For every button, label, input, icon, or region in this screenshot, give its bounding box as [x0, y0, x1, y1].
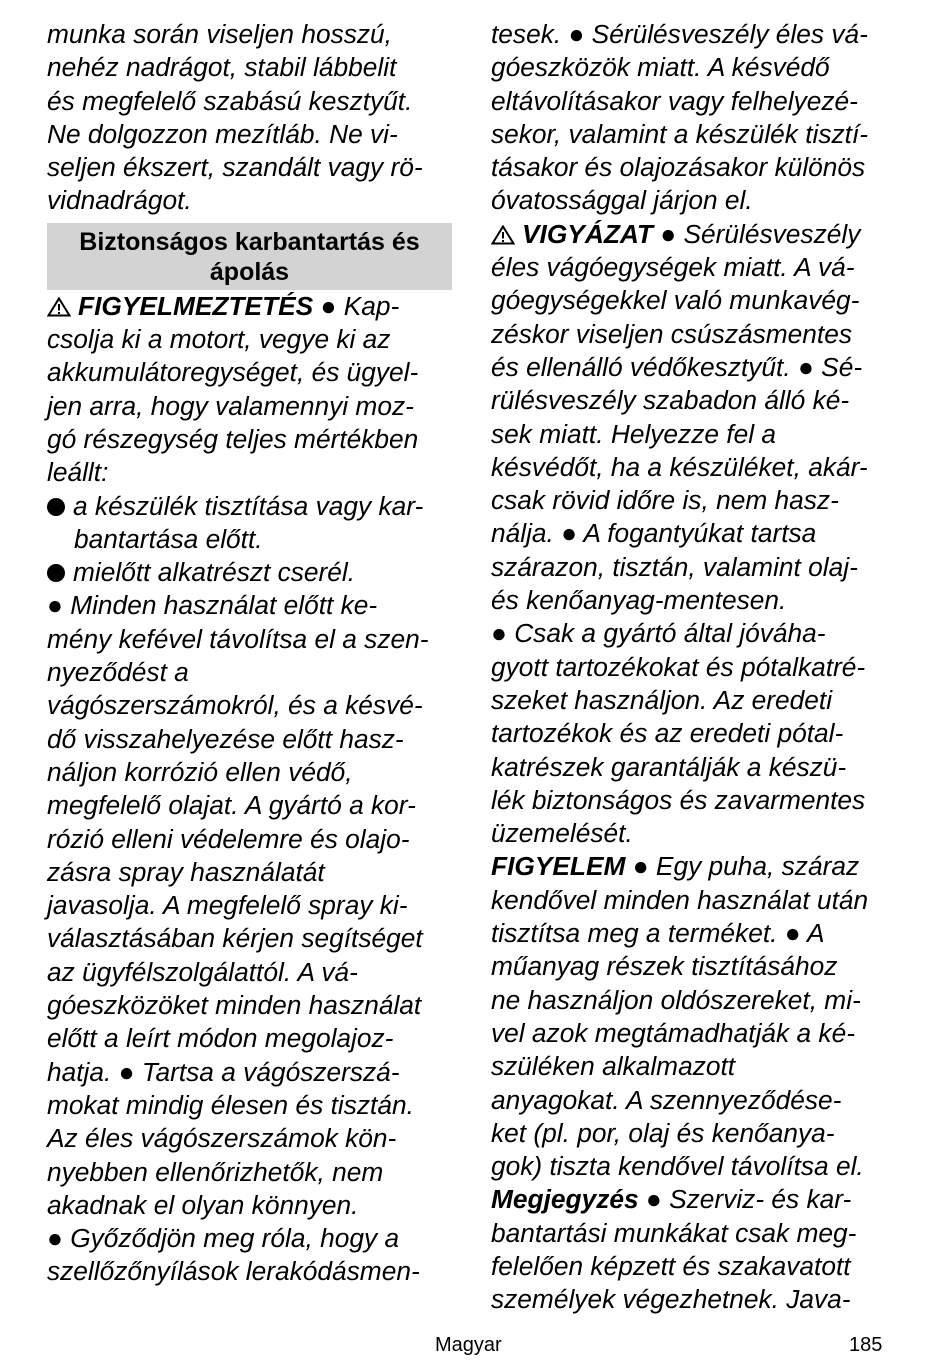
- text-line-content: leállt:: [47, 457, 109, 488]
- text-line-content: ● Minden használat előtt ke-: [47, 590, 378, 621]
- text-line: [491, 817, 903, 850]
- text-line-content: ● Győződjön meg róla, hogy a: [47, 1223, 400, 1254]
- text-line-content: tásakor és olajozásakor különös: [491, 152, 866, 183]
- text-line: [47, 390, 452, 423]
- bullet-dot-icon: [47, 498, 65, 516]
- text-line-content: sek miatt. Helyezze fel a: [491, 418, 776, 449]
- attention-text-first: ● Egy puha, száraz: [625, 851, 860, 882]
- caution-paragraph: [491, 251, 903, 850]
- text-line: [491, 917, 903, 950]
- text-line: [491, 617, 903, 650]
- text-line: [491, 284, 903, 317]
- text-line-content: nálja. ● A fogantyúkat tartsa: [491, 518, 817, 549]
- text-line: [47, 323, 452, 356]
- note-text-first: ● Szerviz- és kar-: [638, 1184, 852, 1215]
- text-line-content: náljon korrózió ellen védő,: [47, 756, 353, 787]
- text-line-content: akadnak el olyan könnyen.: [47, 1189, 359, 1220]
- text-line-content: gyott tartozékokat és pótalkatré-: [491, 651, 866, 682]
- text-line: [491, 1283, 903, 1316]
- warning-paragraph: [47, 323, 452, 489]
- text-line-content: góeszközöket minden használat: [47, 990, 422, 1021]
- text-line-content: nehéz nadrágot, stabil lábbelit: [47, 52, 397, 83]
- text-line: [491, 484, 903, 517]
- text-line: [47, 1255, 452, 1288]
- text-line: [491, 1084, 903, 1117]
- text-line-content: vidnadrágot.: [47, 185, 192, 216]
- injury-risk-paragraph: [491, 18, 903, 218]
- text-line: [47, 85, 452, 118]
- text-line-content: szeket használjon. Az eredeti: [491, 684, 833, 715]
- text-line: [491, 1017, 903, 1050]
- text-line-content: szellőzőnyílások lerakódásmen-: [47, 1256, 420, 1287]
- text-line: [491, 1050, 903, 1083]
- text-line: [47, 356, 452, 389]
- text-line: [491, 151, 903, 184]
- text-line-content: javasolja. A megfelelő spray ki-: [47, 890, 408, 921]
- text-line: [47, 1189, 452, 1222]
- page-number: 185: [849, 1334, 883, 1356]
- text-line: [491, 717, 903, 750]
- text-line: [47, 18, 452, 51]
- bullet-dot-icon: [47, 564, 65, 582]
- section-heading: [47, 223, 452, 290]
- bullet-item-cleaning: [47, 490, 452, 557]
- text-line: [491, 584, 903, 617]
- text-line: [47, 889, 452, 922]
- text-line-content: ne használjon oldószereket, mi-: [491, 984, 861, 1015]
- text-line-content: seljen ékszert, szandált vagy rö-: [47, 152, 423, 183]
- text-line-content: vel azok megtámadhatják a ké-: [491, 1017, 855, 1048]
- text-line: [47, 856, 452, 889]
- text-line-content: eltávolításakor vagy felhelyezé-: [491, 85, 858, 116]
- section-heading-line-1: Biztonságos karbantartás és: [79, 227, 420, 256]
- text-line: [491, 784, 903, 817]
- text-line-content: szüléken alkalmazott: [491, 1051, 736, 1082]
- text-line-content: nyebben ellenőrizhetők, nem: [47, 1156, 384, 1187]
- footer-language: Magyar: [435, 1334, 502, 1356]
- intro-paragraph: [47, 18, 452, 218]
- maintenance-paragraph: [47, 589, 452, 1288]
- text-line-content: vágószerszámokról, és a késvé-: [47, 690, 423, 721]
- text-line: [47, 490, 452, 523]
- text-line-content: az ügyfélszolgálattól. A vá-: [47, 956, 358, 987]
- caution-text-first: ● Sérülésveszély: [653, 218, 861, 249]
- warning-triangle-icon: [47, 297, 71, 317]
- text-line: [47, 1222, 452, 1255]
- text-line-content: felelően képzett és szakavatott: [491, 1250, 851, 1281]
- text-line-content: csak rövid időre is, nem hasz-: [491, 485, 839, 516]
- text-line: [491, 751, 903, 784]
- text-line: [47, 789, 452, 822]
- text-line-content: választásában kérjen segítséget: [47, 923, 423, 954]
- text-line: [47, 556, 452, 589]
- text-line: [491, 517, 903, 550]
- warning-label: FIGYELMEZTETÉS: [78, 290, 314, 321]
- text-line: [47, 656, 452, 689]
- text-line: [47, 922, 452, 955]
- text-line: [491, 1250, 903, 1283]
- text-line-content: sekor, valamint a készülék tisztí-: [491, 118, 869, 149]
- text-line-content: és megfelelő szabású kesztyűt.: [47, 85, 413, 116]
- text-line-content: óvatossággal járjon el.: [491, 185, 753, 216]
- text-line: [47, 989, 452, 1022]
- text-line-content: zéskor viseljen csúszásmentes: [491, 318, 852, 349]
- text-line: [491, 18, 903, 51]
- text-line: [491, 984, 903, 1017]
- text-line: [47, 589, 452, 622]
- right-column: [491, 18, 903, 1317]
- text-line: [47, 756, 452, 789]
- attention-label: FIGYELEM: [491, 851, 626, 882]
- text-line-content: késvédőt, ha a készüléket, akár-: [491, 451, 868, 482]
- text-line: [47, 1089, 452, 1122]
- text-line: [47, 623, 452, 656]
- left-column: [47, 18, 452, 1289]
- text-line: [47, 1122, 452, 1155]
- text-line-content: hatja. ● Tartsa a vágószerszá-: [47, 1056, 400, 1087]
- text-line: [491, 651, 903, 684]
- warning-line: [47, 290, 452, 323]
- text-line-content: góegységekkel való munkavég-: [491, 285, 860, 316]
- text-line-content: katrészek garantálják a készü-: [491, 751, 847, 782]
- text-line: [491, 884, 903, 917]
- note-line: [491, 1183, 903, 1216]
- text-line-content: előtt a leírt módon megolajoz-: [47, 1023, 394, 1054]
- text-line: [491, 318, 903, 351]
- text-line-content: dő visszahelyezése előtt hasz-: [47, 723, 404, 754]
- section-heading-line-2: ápolás: [209, 257, 290, 286]
- text-line: [47, 956, 452, 989]
- text-line: [491, 118, 903, 151]
- bullet-item-parts: [47, 556, 452, 589]
- text-line-content: üzemelését.: [491, 818, 633, 849]
- text-line: [491, 251, 903, 284]
- text-line: [491, 1217, 903, 1250]
- text-line: [47, 723, 452, 756]
- text-line: [47, 184, 452, 217]
- text-line-content: és ellenálló védőkesztyűt. ● Sé-: [491, 351, 863, 382]
- text-line-content: éles vágóegységek miatt. A vá-: [491, 252, 855, 283]
- text-line-content: munka során viseljen hosszú,: [47, 19, 392, 49]
- text-line-content: és kenőanyag-mentesen.: [491, 585, 787, 616]
- warning-triangle-icon: [491, 225, 515, 245]
- text-line-content: tisztítsa meg a terméket. ● A: [491, 918, 825, 949]
- text-line-content: megfelelő olajat. A gyártó a kor-: [47, 790, 416, 821]
- text-line: [47, 1056, 452, 1089]
- text-line-content: góeszközök miatt. A késvédő: [491, 52, 830, 83]
- text-line-content: anyagokat. A szennyeződése-: [491, 1084, 842, 1115]
- text-line-content: jen arra, hogy valamennyi moz-: [47, 390, 414, 421]
- text-line-content: csolja ki a motort, vegye ki az: [47, 324, 391, 355]
- text-line: [47, 51, 452, 84]
- text-line-content: rülésveszély szabadon álló ké-: [491, 385, 850, 416]
- caution-line: [491, 218, 903, 251]
- text-line-content: zásra spray használatát: [47, 856, 325, 887]
- note-paragraph: [491, 1217, 903, 1317]
- text-line: [47, 456, 452, 489]
- text-line: [491, 684, 903, 717]
- text-line-content: ● Csak a gyártó által jóváha-: [491, 618, 826, 649]
- caution-label: VIGYÁZAT: [522, 218, 653, 249]
- attention-line: [491, 850, 903, 883]
- text-line-content: akkumulátoregységet, és ügyel-: [47, 357, 419, 388]
- text-line: [491, 950, 903, 983]
- text-line-content: tartozékok és az eredeti pótal-: [491, 718, 844, 749]
- text-line-content: mielőtt alkatrészt cserél.: [73, 557, 356, 588]
- text-line: [491, 184, 903, 217]
- text-line-content: Az éles vágószerszámok kön-: [47, 1123, 397, 1154]
- text-line-content: műanyag részek tisztításához: [491, 951, 838, 982]
- text-line: [491, 1117, 903, 1150]
- text-line: [491, 85, 903, 118]
- note-label: Megjegyzés: [491, 1184, 639, 1215]
- text-line: [47, 823, 452, 856]
- text-line-content: ket (pl. por, olaj és kenőanya-: [491, 1117, 835, 1148]
- text-line-content: Ne dolgozzon mezítláb. Ne vi-: [47, 118, 398, 149]
- text-line-content: bantartása előtt.: [74, 523, 263, 554]
- text-line-content: kendővel minden használat után: [491, 884, 869, 915]
- text-line: [491, 51, 903, 84]
- text-line: [491, 418, 903, 451]
- text-line: [491, 351, 903, 384]
- text-line: [47, 1022, 452, 1055]
- text-line: [47, 151, 452, 184]
- text-line: [47, 689, 452, 722]
- text-line-content: lék biztonságos és zavarmentes: [491, 784, 866, 815]
- text-line: [47, 1156, 452, 1189]
- text-line: [47, 523, 452, 556]
- warning-text-first: ● Kap-: [313, 290, 400, 321]
- text-line-content: rózió elleni védelemre és olajo-: [47, 823, 410, 854]
- text-line: [491, 451, 903, 484]
- text-line-content: bantartási munkákat csak meg-: [491, 1217, 857, 1248]
- text-line: [491, 384, 903, 417]
- text-line-content: gó részegység teljes mértékben: [47, 423, 419, 454]
- text-line-content: tesek. ● Sérülésveszély éles vá-: [491, 19, 868, 49]
- text-line-content: szárazon, tisztán, valamint olaj-: [491, 551, 858, 582]
- text-line-content: személyek végezhetnek. Java-: [491, 1284, 851, 1315]
- text-line: [491, 551, 903, 584]
- text-line: [47, 423, 452, 456]
- text-line-content: a készülék tisztítása vagy kar-: [73, 490, 424, 521]
- text-line-content: mény kefével távolítsa el a szen-: [47, 623, 429, 654]
- text-line: [491, 1150, 903, 1183]
- text-line: [47, 118, 452, 151]
- attention-paragraph: [491, 884, 903, 1184]
- text-line-content: mokat mindig élesen és tisztán.: [47, 1089, 414, 1120]
- text-line-content: nyeződést a: [47, 657, 189, 688]
- text-line-content: gok) tiszta kendővel távolítsa el.: [491, 1151, 864, 1182]
